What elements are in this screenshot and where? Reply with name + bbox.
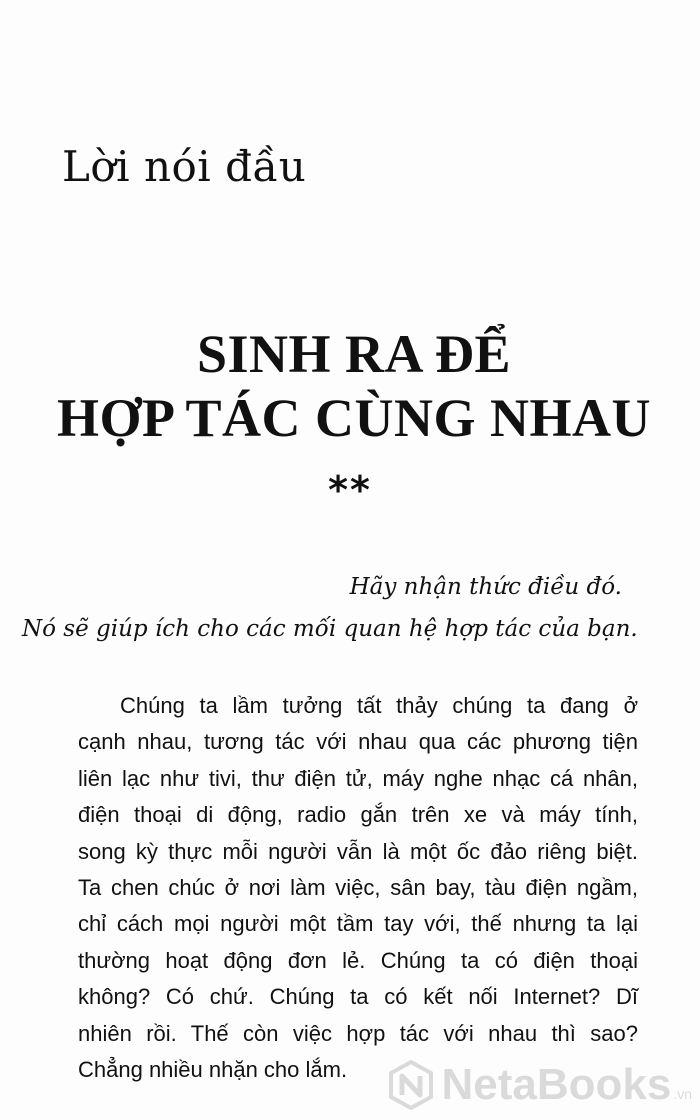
body-line: thường hoạt động đơn lẻ. Chúng ta có điện thoại — [78, 947, 638, 973]
watermark-brand: NetaBooks — [441, 1060, 672, 1109]
body-line: Chúng ta lầm tưởng tất thảy chúng ta đang ở — [120, 693, 638, 718]
body-line: điện thoại di động, radio gắn trên xe và máy tính, — [78, 802, 638, 828]
body-line: Ta chen chúc ở nơi làm việc, sân bay, tàu điện ngầm, — [78, 874, 638, 900]
body-line: liên lạc như tivi, thư điện tử, máy nghe nhạc cá nhân, — [78, 765, 638, 791]
body-line: chỉ cách mọi người một tầm tay với, thế nhưng ta lại — [78, 911, 638, 937]
chapter-title-line-1: SINH RA ĐỂ — [196, 324, 512, 384]
body-line: Chẳng nhiều nhặn cho lắm. — [78, 1056, 348, 1082]
ornament-stars: ** — [328, 468, 372, 512]
chapter-title-line-2: HỢP TÁC CÙNG NHAU — [56, 388, 652, 448]
epigraph-line-1: Hãy nhận thức điều đó. — [349, 574, 622, 600]
body-line: cạnh nhau, tương tác với nhau qua các phương tiện — [78, 729, 638, 755]
section-label: Lời nói đầu — [62, 142, 307, 191]
netabooks-logo-icon — [389, 1060, 433, 1110]
watermark — [389, 1060, 692, 1110]
body-line: không? Có chứ. Chúng ta có kết nối Internet? Dĩ — [78, 984, 638, 1010]
body-paragraph — [78, 688, 638, 1088]
body-line: song kỳ thực mỗi người vẫn là một ốc đảo riêng biệt. — [78, 838, 638, 864]
body-line: nhiên rồi. Thế còn việc hợp tác với nhau thì sao? — [78, 1020, 638, 1046]
epigraph-line-2: Nó sẽ giúp ích cho các mối quan hệ hợp tác của bạn. — [22, 616, 638, 642]
watermark-suffix: .vn — [673, 1086, 692, 1102]
